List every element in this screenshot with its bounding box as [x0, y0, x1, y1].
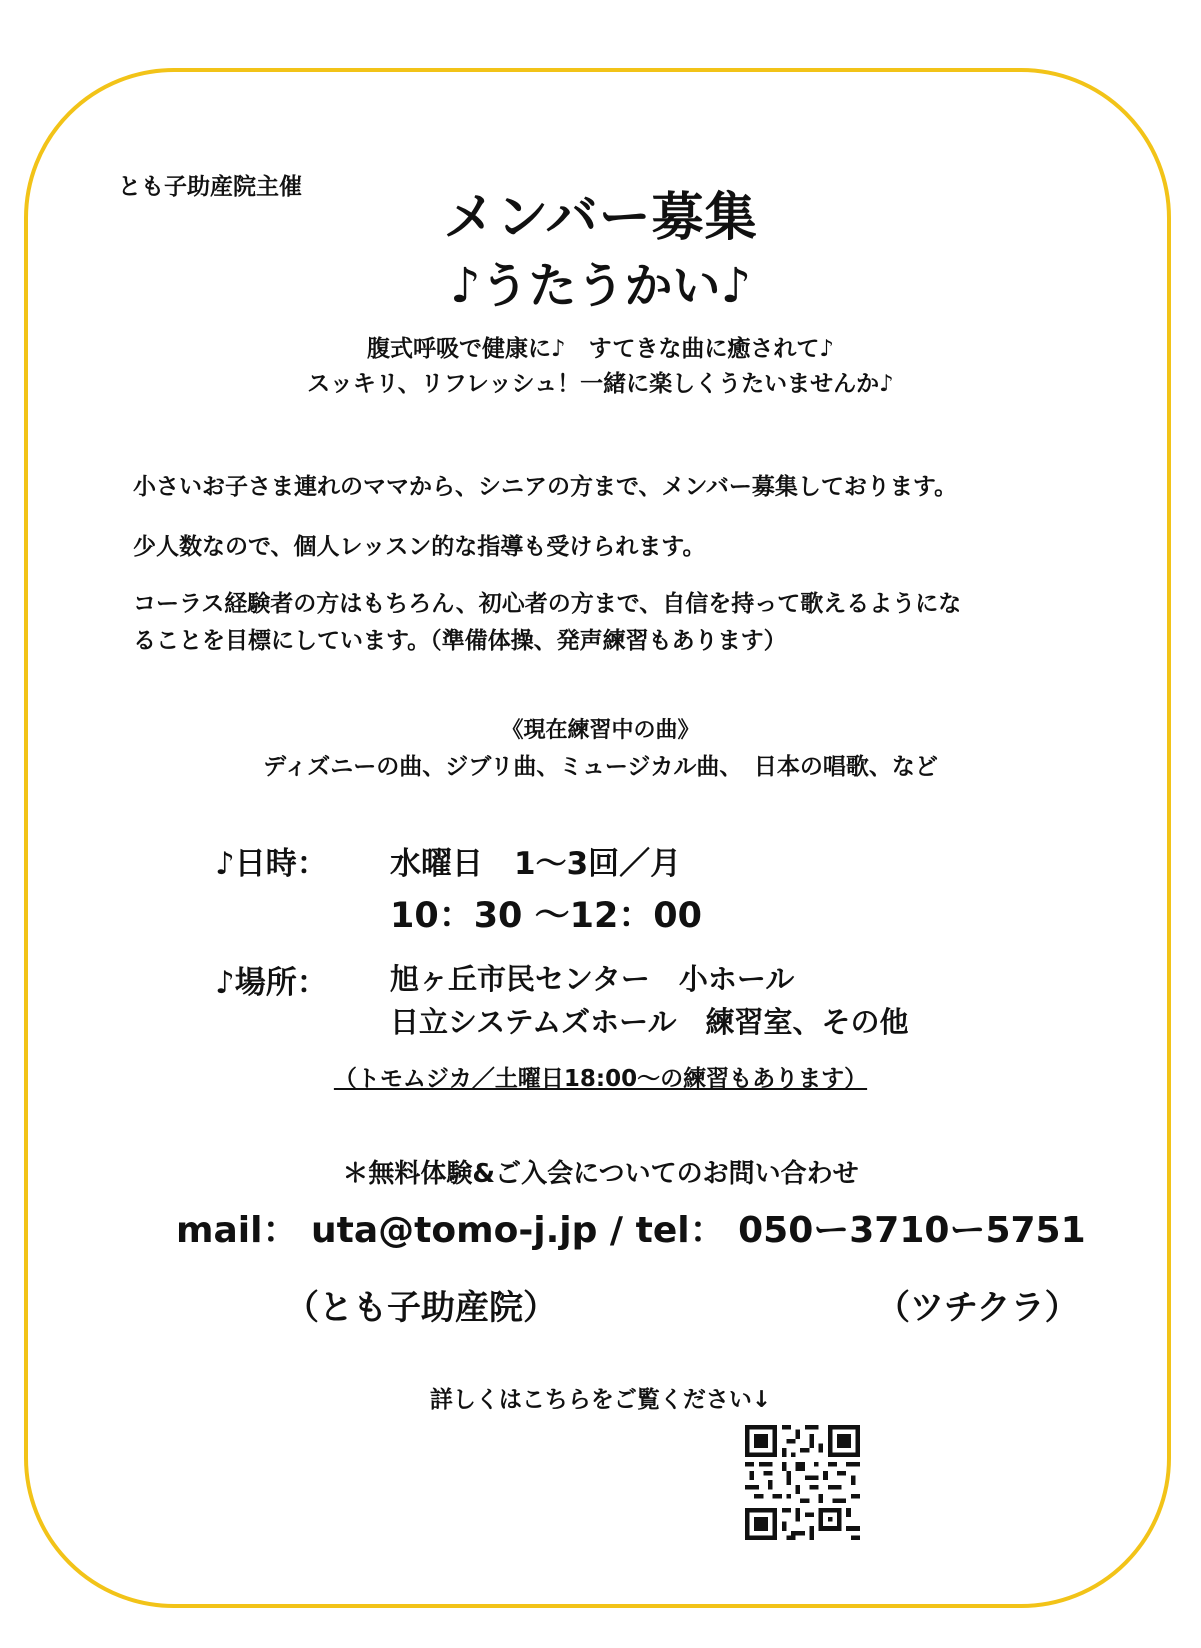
inquiry-heading: ＊無料体験&ご入会についてのお問い合わせ: [342, 1159, 859, 1189]
songs-heading: 《現在練習中の曲》: [501, 718, 700, 743]
intro-paragraph-4: ることを目標にしています。（準備体操、発声練習もあります）: [133, 628, 787, 654]
contact-line[interactable]: mail： uta@tomo-j.jp / tel： 050ー3710ー5751: [176, 1210, 1086, 1251]
page-title: メンバー募集: [443, 188, 758, 248]
intro-paragraph-3: コーラス経験者の方はもちろん、初心者の方まで、自信を持って歌えるようにな: [133, 591, 962, 617]
organizer-label: とも子助産院主催: [118, 174, 302, 200]
place-label: ♪場所：: [215, 965, 328, 1001]
place-secondary: 日立システムズホール 練習室、その他: [390, 1005, 909, 1039]
schedule-day: 水曜日 1〜3回／月: [390, 846, 682, 882]
schedule-label: ♪日時：: [215, 846, 328, 882]
contact-org-tel: （ツチクラ）: [876, 1288, 1079, 1328]
place-primary: 旭ヶ丘市民センター 小ホール: [390, 962, 795, 996]
intro-paragraph-2: 少人数なので、個人レッスン的な指導も受けられます。: [133, 534, 706, 560]
qr-code-icon[interactable]: [745, 1425, 860, 1540]
extra-practice-note: （トモムジカ／土曜日18:00〜の練習もあります）: [333, 1066, 868, 1092]
intro-paragraph-1: 小さいお子さま連れのママから、シニアの方まで、メンバー募集しております。: [133, 474, 958, 500]
page-subtitle: ♪うたうかい♪: [449, 258, 752, 314]
more-info-label: 詳しくはこちらをご覧ください↓: [429, 1387, 772, 1413]
tagline-line-1: 腹式呼吸で健康に♪ すてきな曲に癒されて♪: [366, 336, 835, 362]
schedule-time: 10：30 〜12：00: [390, 896, 703, 936]
songs-list: ディズニーの曲、ジブリ曲、ミュージカル曲、 日本の唱歌、など: [263, 754, 938, 780]
tagline-line-2: スッキリ、リフレッシュ！一緒に楽しくうたいませんか♪: [307, 371, 894, 397]
contact-org-mail: （とも子助産院）: [285, 1288, 557, 1328]
